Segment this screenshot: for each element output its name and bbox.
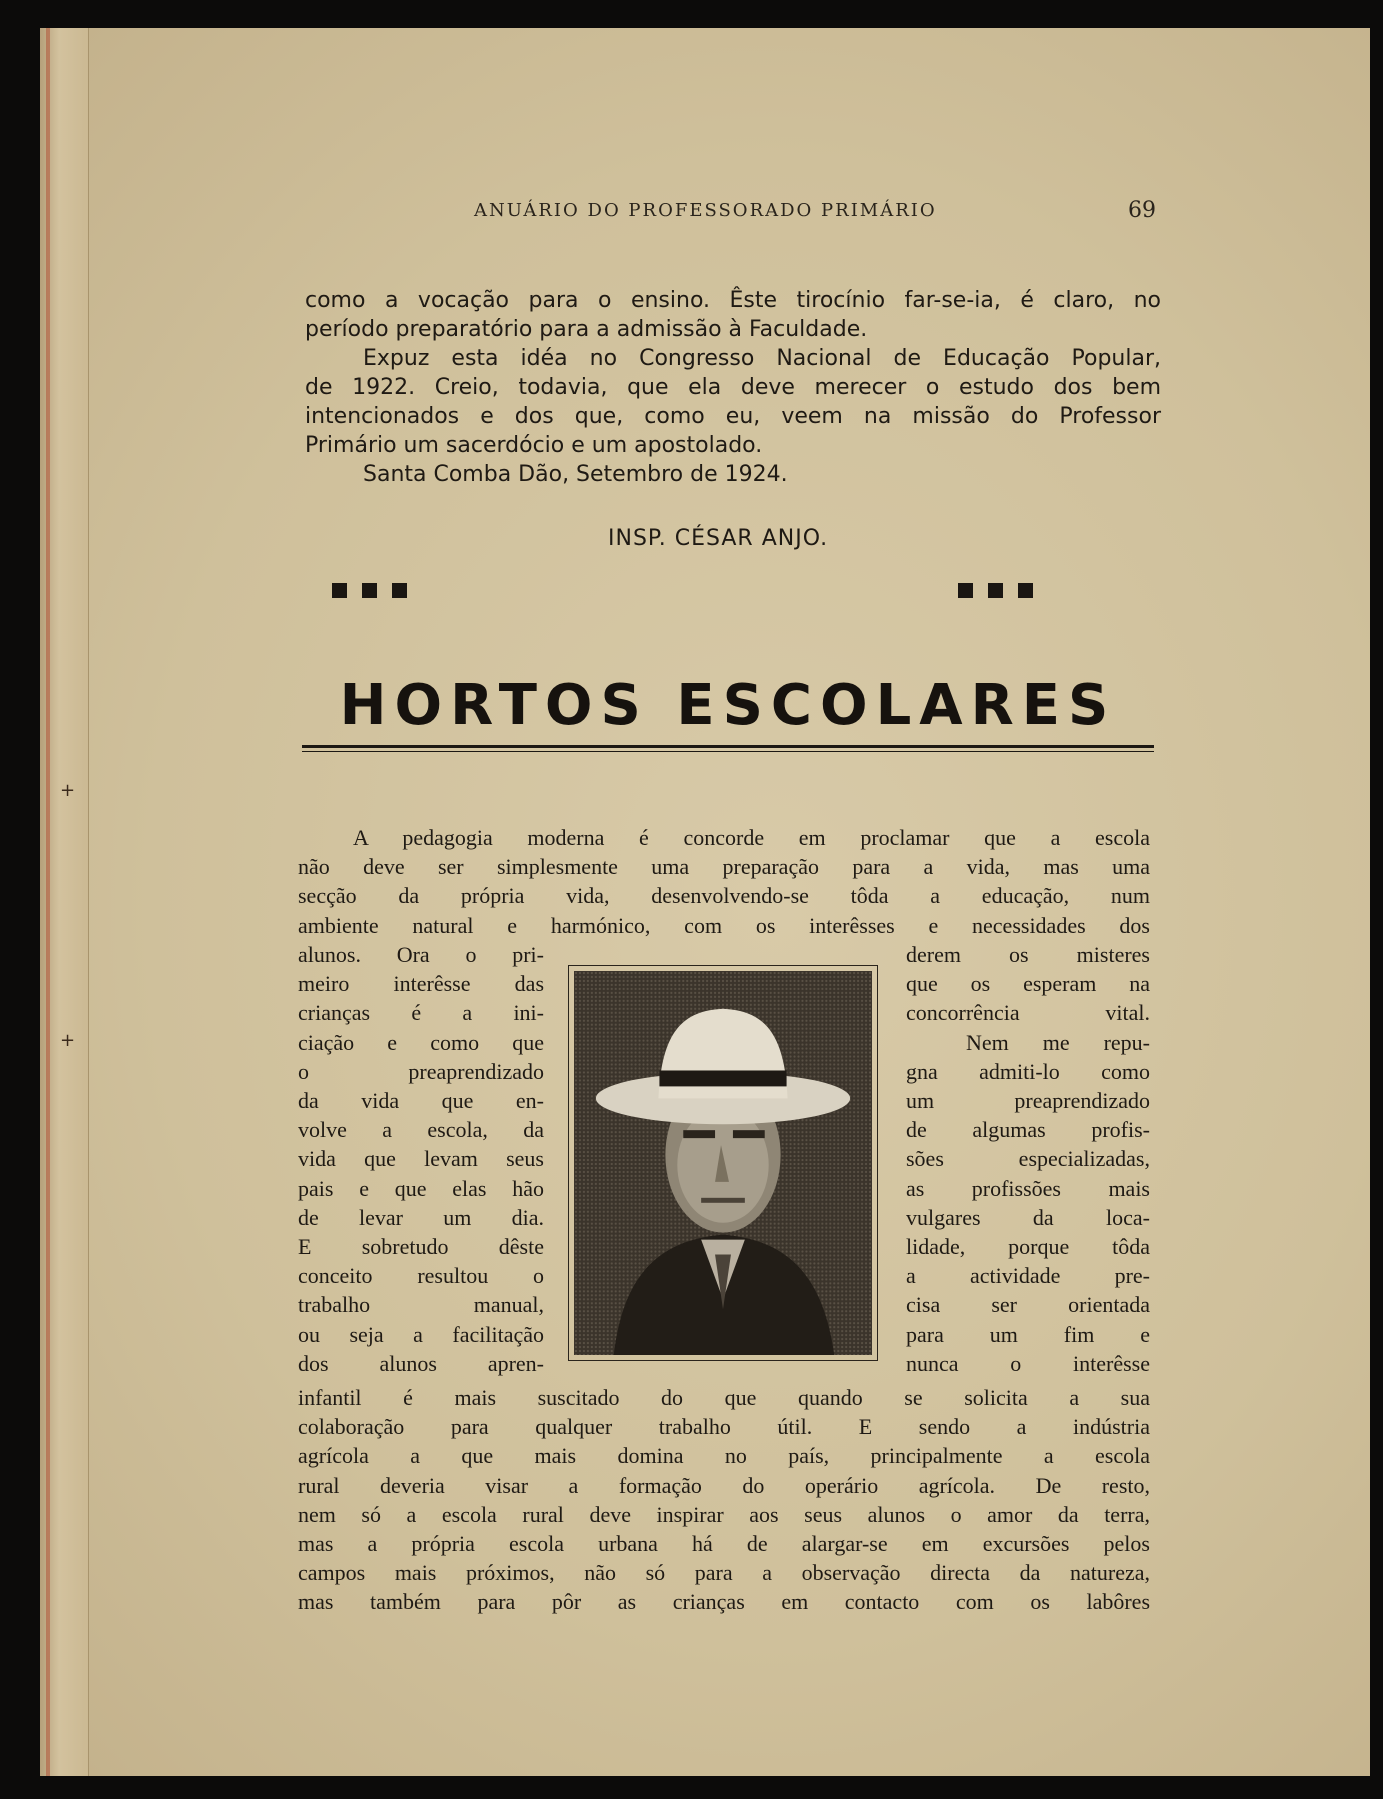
text-line: trabalho manual, [298,1292,544,1318]
text-line: a actividade pre- [906,1263,1150,1289]
title-rule [302,745,1154,748]
text-line: Expuz esta idéa no Congresso Nacional de Educação Popular, [363,346,1161,371]
text-line: não deve ser simplesmente uma preparação para a vida, mas uma [298,854,1150,880]
left-column [298,940,544,1378]
scanned-page [40,28,1370,1776]
text-line: campos mais próximos, não só para a observação directa da natureza, [298,1560,1150,1586]
text-line: ou seja a facilitação [298,1321,544,1347]
page-number: 69 [1128,198,1156,223]
text-line: de levar um dia. [298,1204,544,1230]
text-line: alunos. Ora o pri- [298,942,544,967]
text-line: o preaprendizado [298,1058,544,1084]
text-line: conceito resultou o [298,1263,544,1289]
text-line: nunca o interêsse [906,1350,1150,1376]
text-line: intencionados e dos que, como eu, veem na missão do Professor [305,404,1161,429]
text-line: vida que levam seus [298,1146,544,1172]
text-line: E sobretudo dêste [298,1234,544,1260]
text-line: cisa ser orientada [906,1292,1150,1318]
right-column [906,940,1150,1378]
text-line: agrícola a que mais domina no país, principalmente a escola [298,1443,1150,1469]
text-line: Santa Comba Dão, Setembro de 1924. [363,462,788,487]
title-rule-thin [302,751,1154,752]
text-line: dos alunos apren- [298,1350,544,1376]
text-line: rural deveria visar a formação do operário agrícola. De resto, [298,1472,1150,1498]
ornament-right [958,583,1033,598]
author-portrait [568,965,878,1361]
text-line: meiro interêsse das [298,971,544,997]
text-line: derem os misteres [906,942,1150,967]
text-line: concorrência vital. [906,1000,1150,1026]
text-line: que os esperam na [906,971,1150,997]
text-line: para um fim e [906,1321,1150,1347]
text-line: A pedagogia moderna é concorde em proclamar que a escola [353,825,1150,850]
text-line: Primário um sacerdócio e um apostolado. [305,433,763,458]
text-line: gna admiti-lo como [906,1058,1150,1084]
author-signature: INSP. CÉSAR ANJO. [608,526,829,551]
text-line: sões especializadas, [906,1146,1150,1172]
portrait-photo [574,971,872,1355]
text-line: ambiente natural e harmónico, com os interêsses e necessidades dos [298,912,1150,938]
text-line: de algumas profis- [906,1117,1150,1143]
previous-article-text [305,286,1161,489]
article-closing [298,1383,1150,1617]
text-line: mas também para pôr as crianças em contacto com os labôres [298,1589,1150,1615]
text-line: mas a própria escola urbana há de alargar-se em excursões pelos [298,1531,1150,1557]
spine-edge [46,28,50,1776]
running-title: ANUÁRIO DO PROFESSORADO PRIMÁRIO [474,200,937,221]
text-line: da vida que en- [298,1088,544,1114]
text-line: infantil é mais suscitado do que quando se solicita a sua [298,1385,1150,1410]
text-line: de 1922. Creio, todavia, que ela deve merecer o estudo dos bem [305,375,1161,400]
text-line: como a vocação para o ensino. Êste tirocínio far-se-ia, é claro, no [305,288,1161,313]
text-line: lidade, porque tôda [906,1234,1150,1260]
margin-mark: + [60,1030,76,1051]
article-intro [298,823,1150,940]
text-line: ciação e como que [298,1029,544,1055]
article-title: HORTOS ESCOLARES [339,673,1117,738]
text-line: período preparatório para a admissão à Faculdade. [305,317,868,342]
text-line: nem só a escola rural deve inspirar aos seus alunos o amor da terra, [298,1501,1150,1527]
text-line: volve a escola, da [298,1117,544,1143]
text-line: crianças é a ini- [298,1000,544,1026]
margin-mark: + [60,780,76,801]
text-line: um preaprendizado [906,1088,1150,1114]
text-line: pais e que elas hão [298,1175,544,1201]
ornament-left [332,583,407,598]
text-line: secção da própria vida, desenvolvendo-se tôda a educação, num [298,883,1150,909]
text-line: as profissões mais [906,1175,1150,1201]
text-line: colaboração para qualquer trabalho útil. E sendo a indústria [298,1414,1150,1440]
text-line: vulgares da loca- [906,1204,1150,1230]
text-line: Nem me repu- [966,1029,1150,1055]
